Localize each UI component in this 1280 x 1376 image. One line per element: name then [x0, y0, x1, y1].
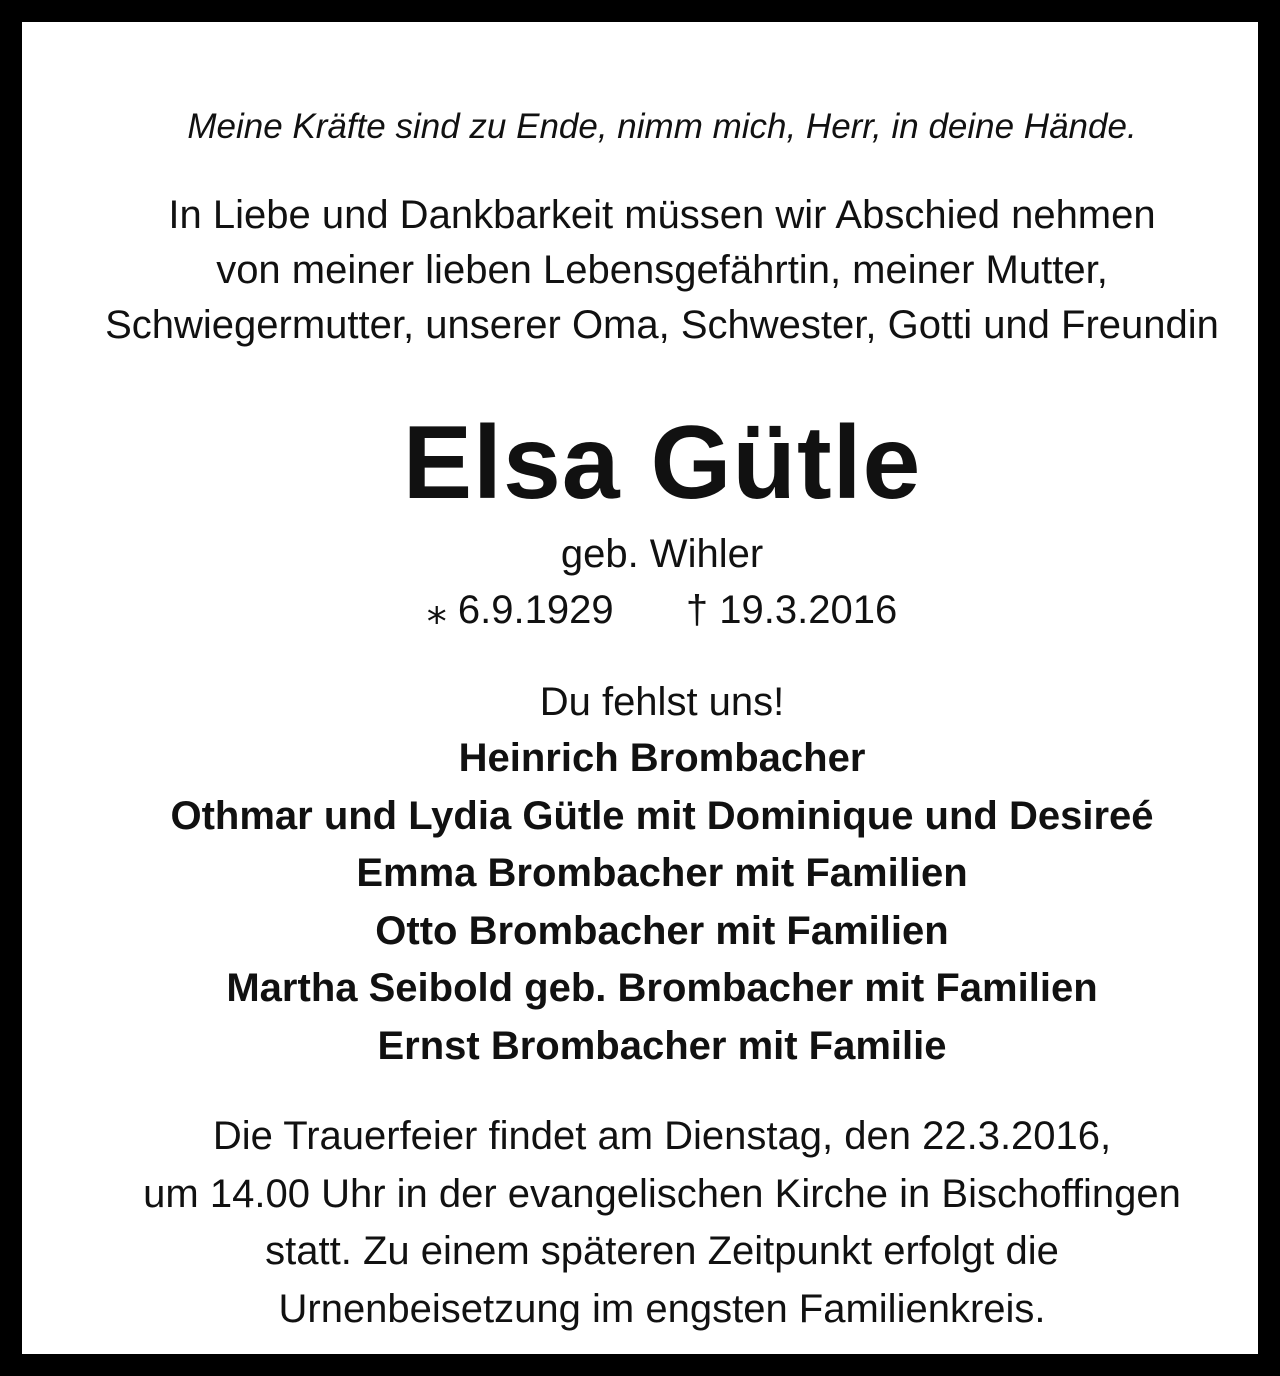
service-line: statt. Zu einem späteren Zeitpunkt erfolgt die [265, 1229, 1059, 1273]
closing-phrase: Du fehlst uns! [539, 680, 785, 724]
death-cross-icon: † [685, 588, 709, 632]
mourner-entry: Emma Brombacher mit Familien [356, 851, 968, 895]
mourner-entry: Martha Seibold geb. Brombacher mit Familien [226, 966, 1098, 1010]
maiden-name: geb. Wihler [560, 532, 764, 576]
mourner-entry: Othmar und Lydia Gütle mit Dominique und Desireé [170, 793, 1154, 838]
birth-star-icon: ⁎ [426, 588, 447, 632]
intro-text [44, 188, 1280, 353]
intro-line: von meiner lieben Lebensgefährtin, meiner Mutter, [216, 248, 1108, 292]
service-line: Die Trauerfeier findet am Dienstag, den 22.3.2016, [212, 1114, 1112, 1158]
mourner-entry: Heinrich Brombacher [458, 736, 866, 780]
birth-date: 6.9.1929 [457, 588, 614, 632]
service-line: um 14.00 Uhr in der evangelischen Kirche in Bischoffingen [143, 1171, 1181, 1216]
mourners-list [44, 730, 1280, 1075]
mourner-entry: Otto Brombacher mit Familien [375, 908, 949, 953]
mourner-entry: Ernst Brombacher mit Familie [377, 1023, 947, 1068]
service-line: Urnenbeisetzung im engsten Familienkreis. [278, 1286, 1046, 1331]
obituary-content [44, 44, 1280, 1376]
intro-line: Schwiegermutter, unserer Oma, Schwester, Gotti und Freundin [105, 303, 1219, 347]
intro-line: In Liebe und Dankbarkeit müssen wir Abschied nehmen [168, 193, 1156, 237]
deceased-name: Elsa Gütle [402, 405, 922, 521]
motto-verse: Meine Kräfte sind zu Ende, nimm mich, Herr, in deine Hände. [187, 107, 1137, 146]
death-date: 19.3.2016 [719, 588, 898, 632]
service-info [44, 1108, 1280, 1338]
life-dates [44, 584, 1280, 636]
